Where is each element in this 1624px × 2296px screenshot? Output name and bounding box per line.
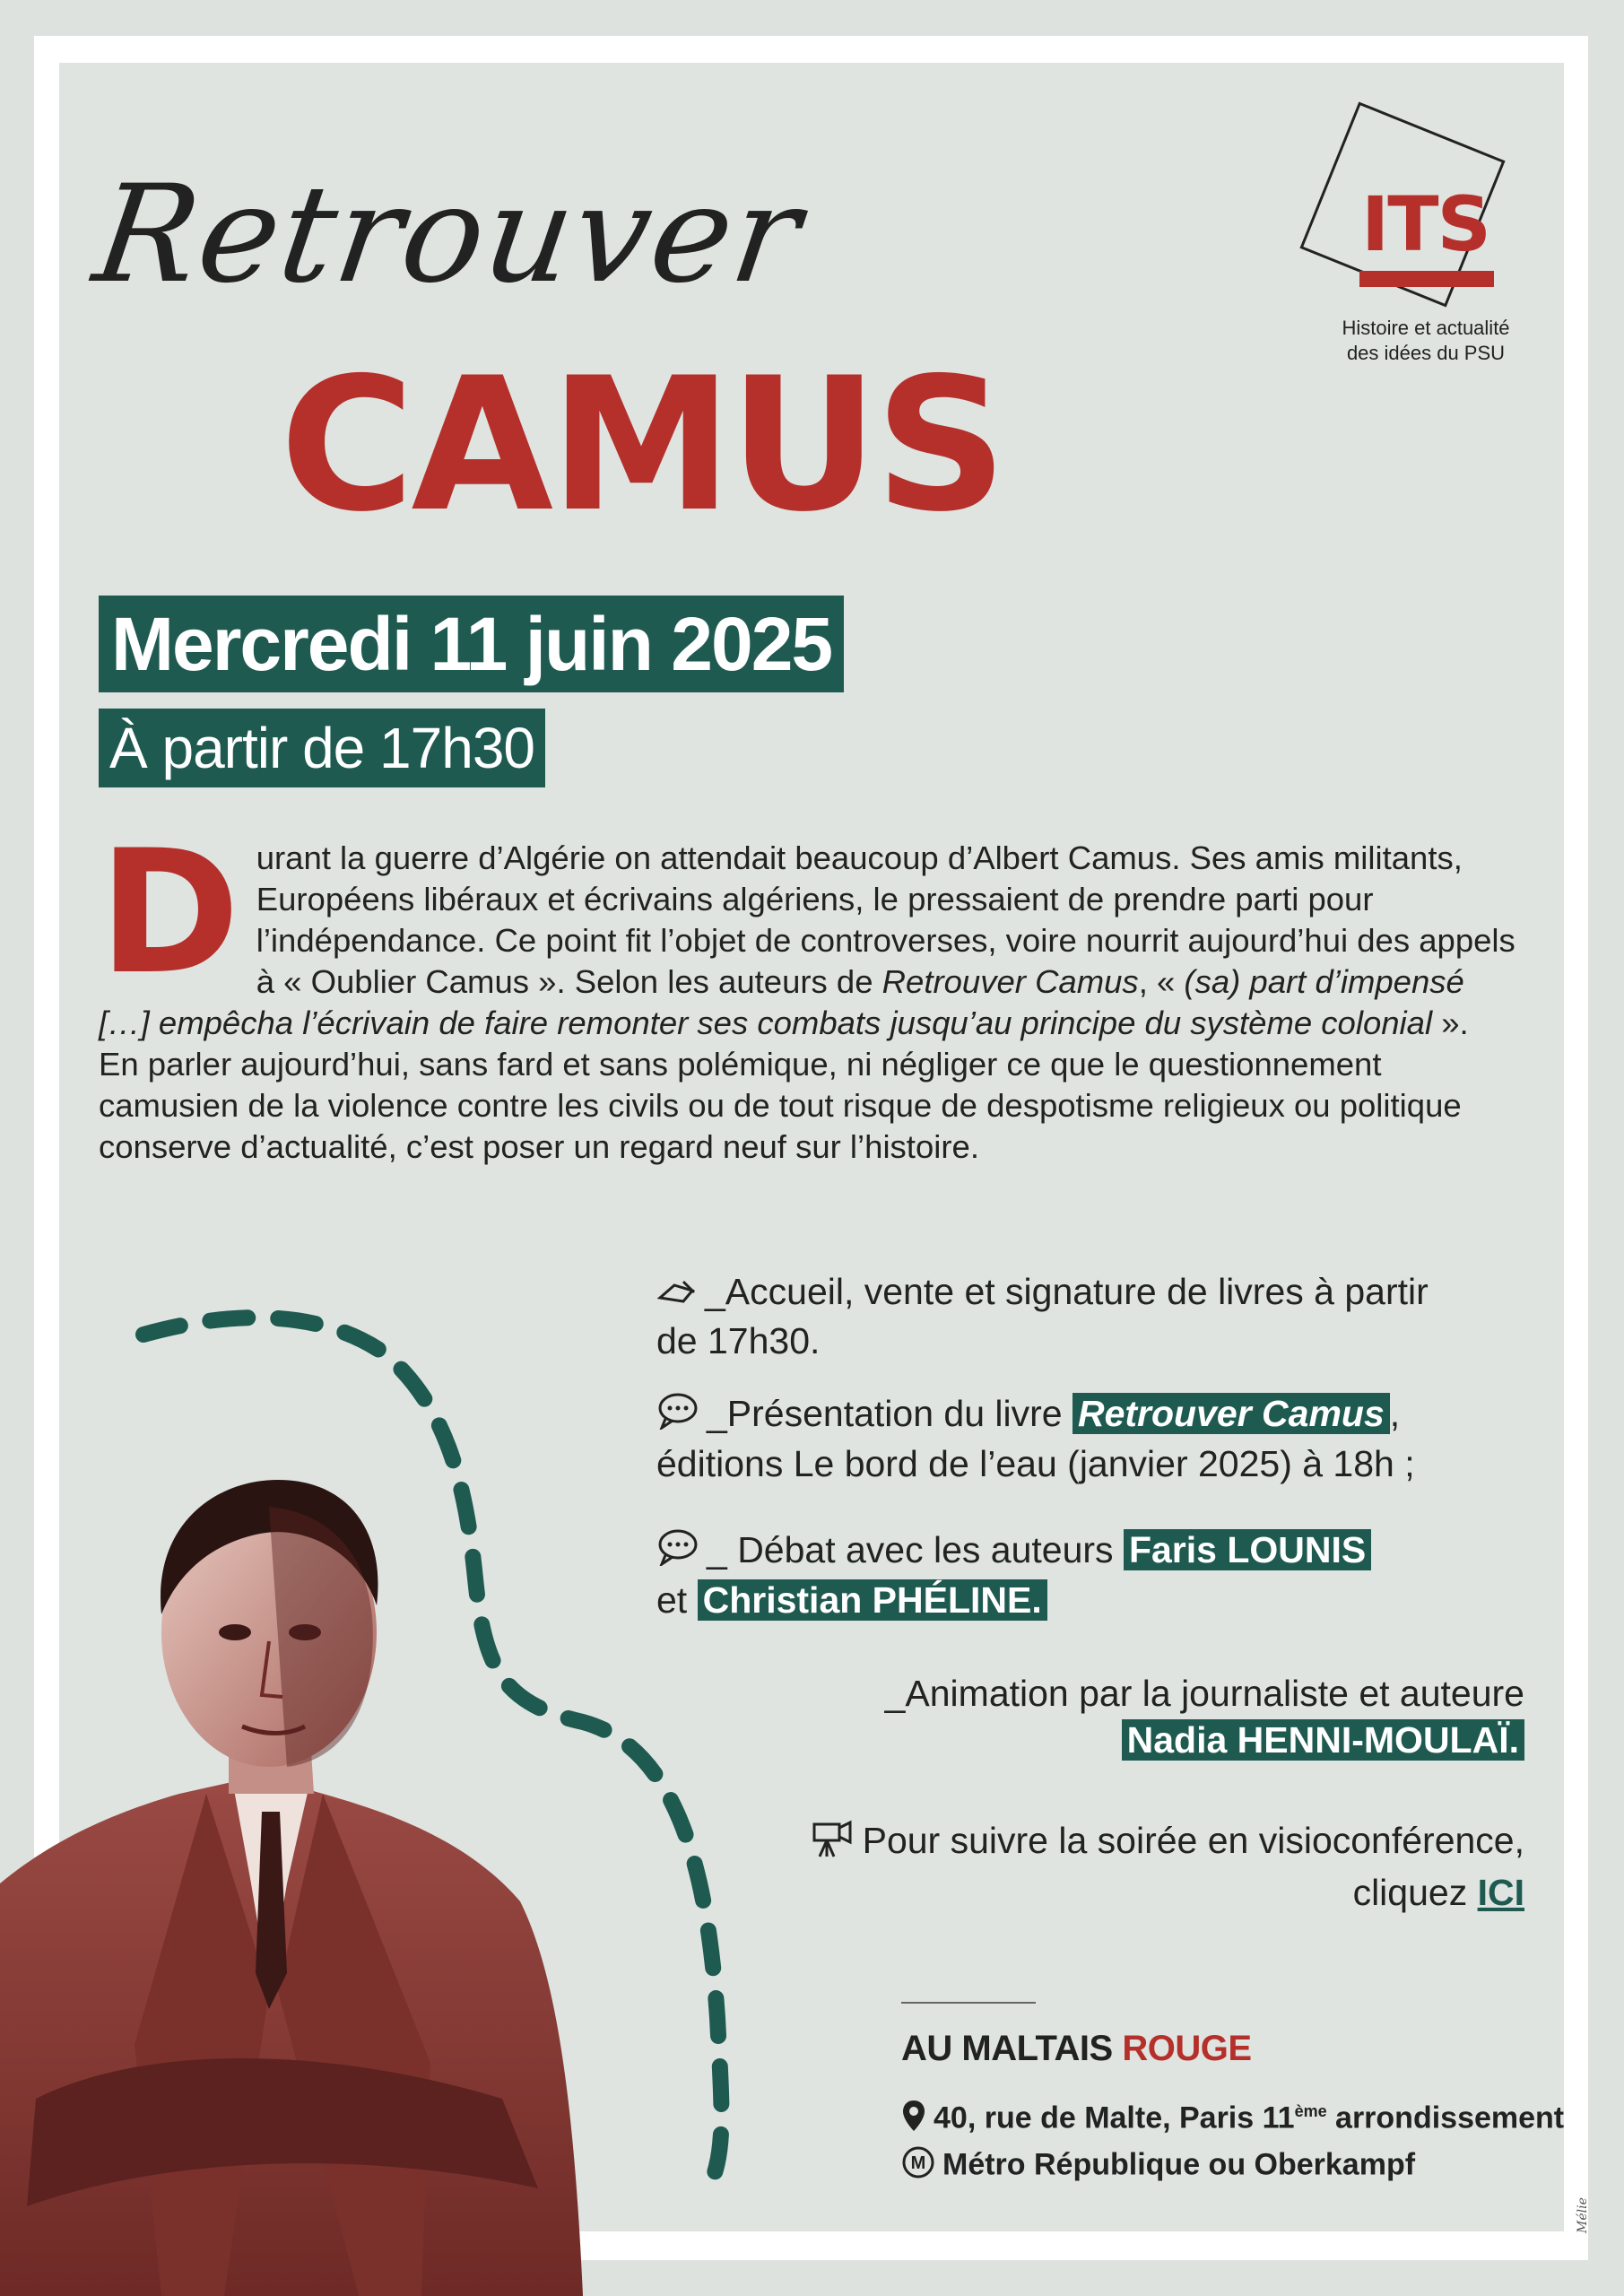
program-author-1: Faris LOUNIS: [1124, 1529, 1371, 1570]
drop-cap: D: [99, 813, 240, 1012]
program-item-visio: [656, 1817, 1524, 1916]
intro-text-1: urant la guerre d’Algérie on attendait beaucoup d’Albert Camus. Ses amis militants, Européens libéraux et écrivains algériens, le pressaient de prendre parti pour l’indépendance. Ce point fit l’objet de controverses, voire nourrit aujourd’hui des appels à « Oublier Camus ». Selon les auteurs de: [256, 839, 1515, 1000]
venue-metro-text: Métro République ou Oberkampf: [942, 2147, 1416, 2182]
program-presentation-post: , éditions Le bord de l’eau (janvier 2025) à 18h ;: [656, 1393, 1415, 1485]
intro-paragraph: [99, 813, 1515, 1168]
artist-signature: Mélie: [1575, 2197, 1590, 2233]
signing-pen-icon: [656, 1271, 698, 1318]
metro-icon: [901, 2145, 935, 2187]
program-presentation-pre: _Présentation du livre: [707, 1393, 1073, 1434]
program-moderation-pre: _Animation par la journaliste et auteure: [884, 1673, 1524, 1714]
program-item-presentation: [656, 1390, 1535, 1487]
program-author-2: Christian PHÉLINE.: [698, 1579, 1047, 1621]
video-camera-icon: [809, 1817, 855, 1869]
program-item-debate: [656, 1526, 1535, 1623]
venue-metro: [901, 2145, 1415, 2187]
program-item-welcome: [656, 1268, 1446, 1364]
venue-divider: [901, 2002, 1036, 2004]
logo-tagline-line1: Histoire et actualité: [1342, 317, 1510, 339]
event-date: Mercredi 11 juin 2025: [99, 596, 844, 692]
its-logo: [1291, 108, 1524, 377]
logo-tagline: [1291, 316, 1560, 366]
program-item-welcome-text: _Accueil, vente et signature de livres à partir de 17h30.: [656, 1271, 1429, 1362]
program-item-moderation: [656, 1670, 1524, 1763]
visio-link[interactable]: ICI: [1477, 1872, 1524, 1914]
venue-address-post: arrondissement: [1326, 2100, 1565, 2135]
title-script: Retrouver: [85, 157, 812, 313]
program-visio-line1: Pour suivre la soirée en visioconférence,: [862, 1820, 1524, 1861]
program-book-title: Retrouver Camus: [1073, 1393, 1390, 1434]
intro-book-title: Retrouver Camus: [881, 963, 1139, 1000]
program-debate-mid: et: [656, 1579, 698, 1622]
intro-text-2: , «: [1138, 963, 1185, 1000]
speech-bubble-icon: [656, 1392, 699, 1440]
venue-name-black: AU MALTAIS: [901, 2029, 1123, 2068]
venue-address-pre: 40, rue de Malte, Paris 11: [934, 2100, 1295, 2135]
program-visio-pre: cliquez: [1352, 1872, 1478, 1914]
map-pin-icon: [901, 2099, 926, 2141]
venue-address-sup: ème: [1294, 2102, 1327, 2121]
venue-name: [901, 2029, 1252, 2069]
program-moderator: Nadia HENNI-MOULAÏ.: [1122, 1719, 1524, 1761]
program-debate-pre: _ Débat avec les auteurs: [707, 1529, 1124, 1570]
title-main: CAMUS: [280, 339, 1004, 552]
camus-portrait: [0, 1417, 628, 2296]
logo-tagline-line2: des idées du PSU: [1346, 342, 1506, 364]
logo-bar: [1359, 271, 1494, 287]
logo-mark: ITS: [1361, 180, 1490, 268]
event-time: À partir de 17h30: [99, 709, 545, 787]
intro-quote: (sa) part d’impensé […] empêcha l’écrivain de faire remonter ses combats jusqu’au principe du système colonial: [99, 963, 1464, 1041]
svg-text:M: M: [910, 2153, 926, 2173]
venue-name-red: ROUGE: [1122, 2029, 1252, 2068]
venue-address: [901, 2099, 1564, 2141]
speech-bubble-icon: [656, 1528, 699, 1577]
intro-text-3: ». En parler aujourd’hui, sans fard et sans polémique, ni négliger ce que le questionnement camusien de la violence contre les civils ou de tout risque de despotisme religieux ou politique conserve d’actualité, c’est poser un regard neuf sur l’histoire.: [99, 1004, 1469, 1165]
